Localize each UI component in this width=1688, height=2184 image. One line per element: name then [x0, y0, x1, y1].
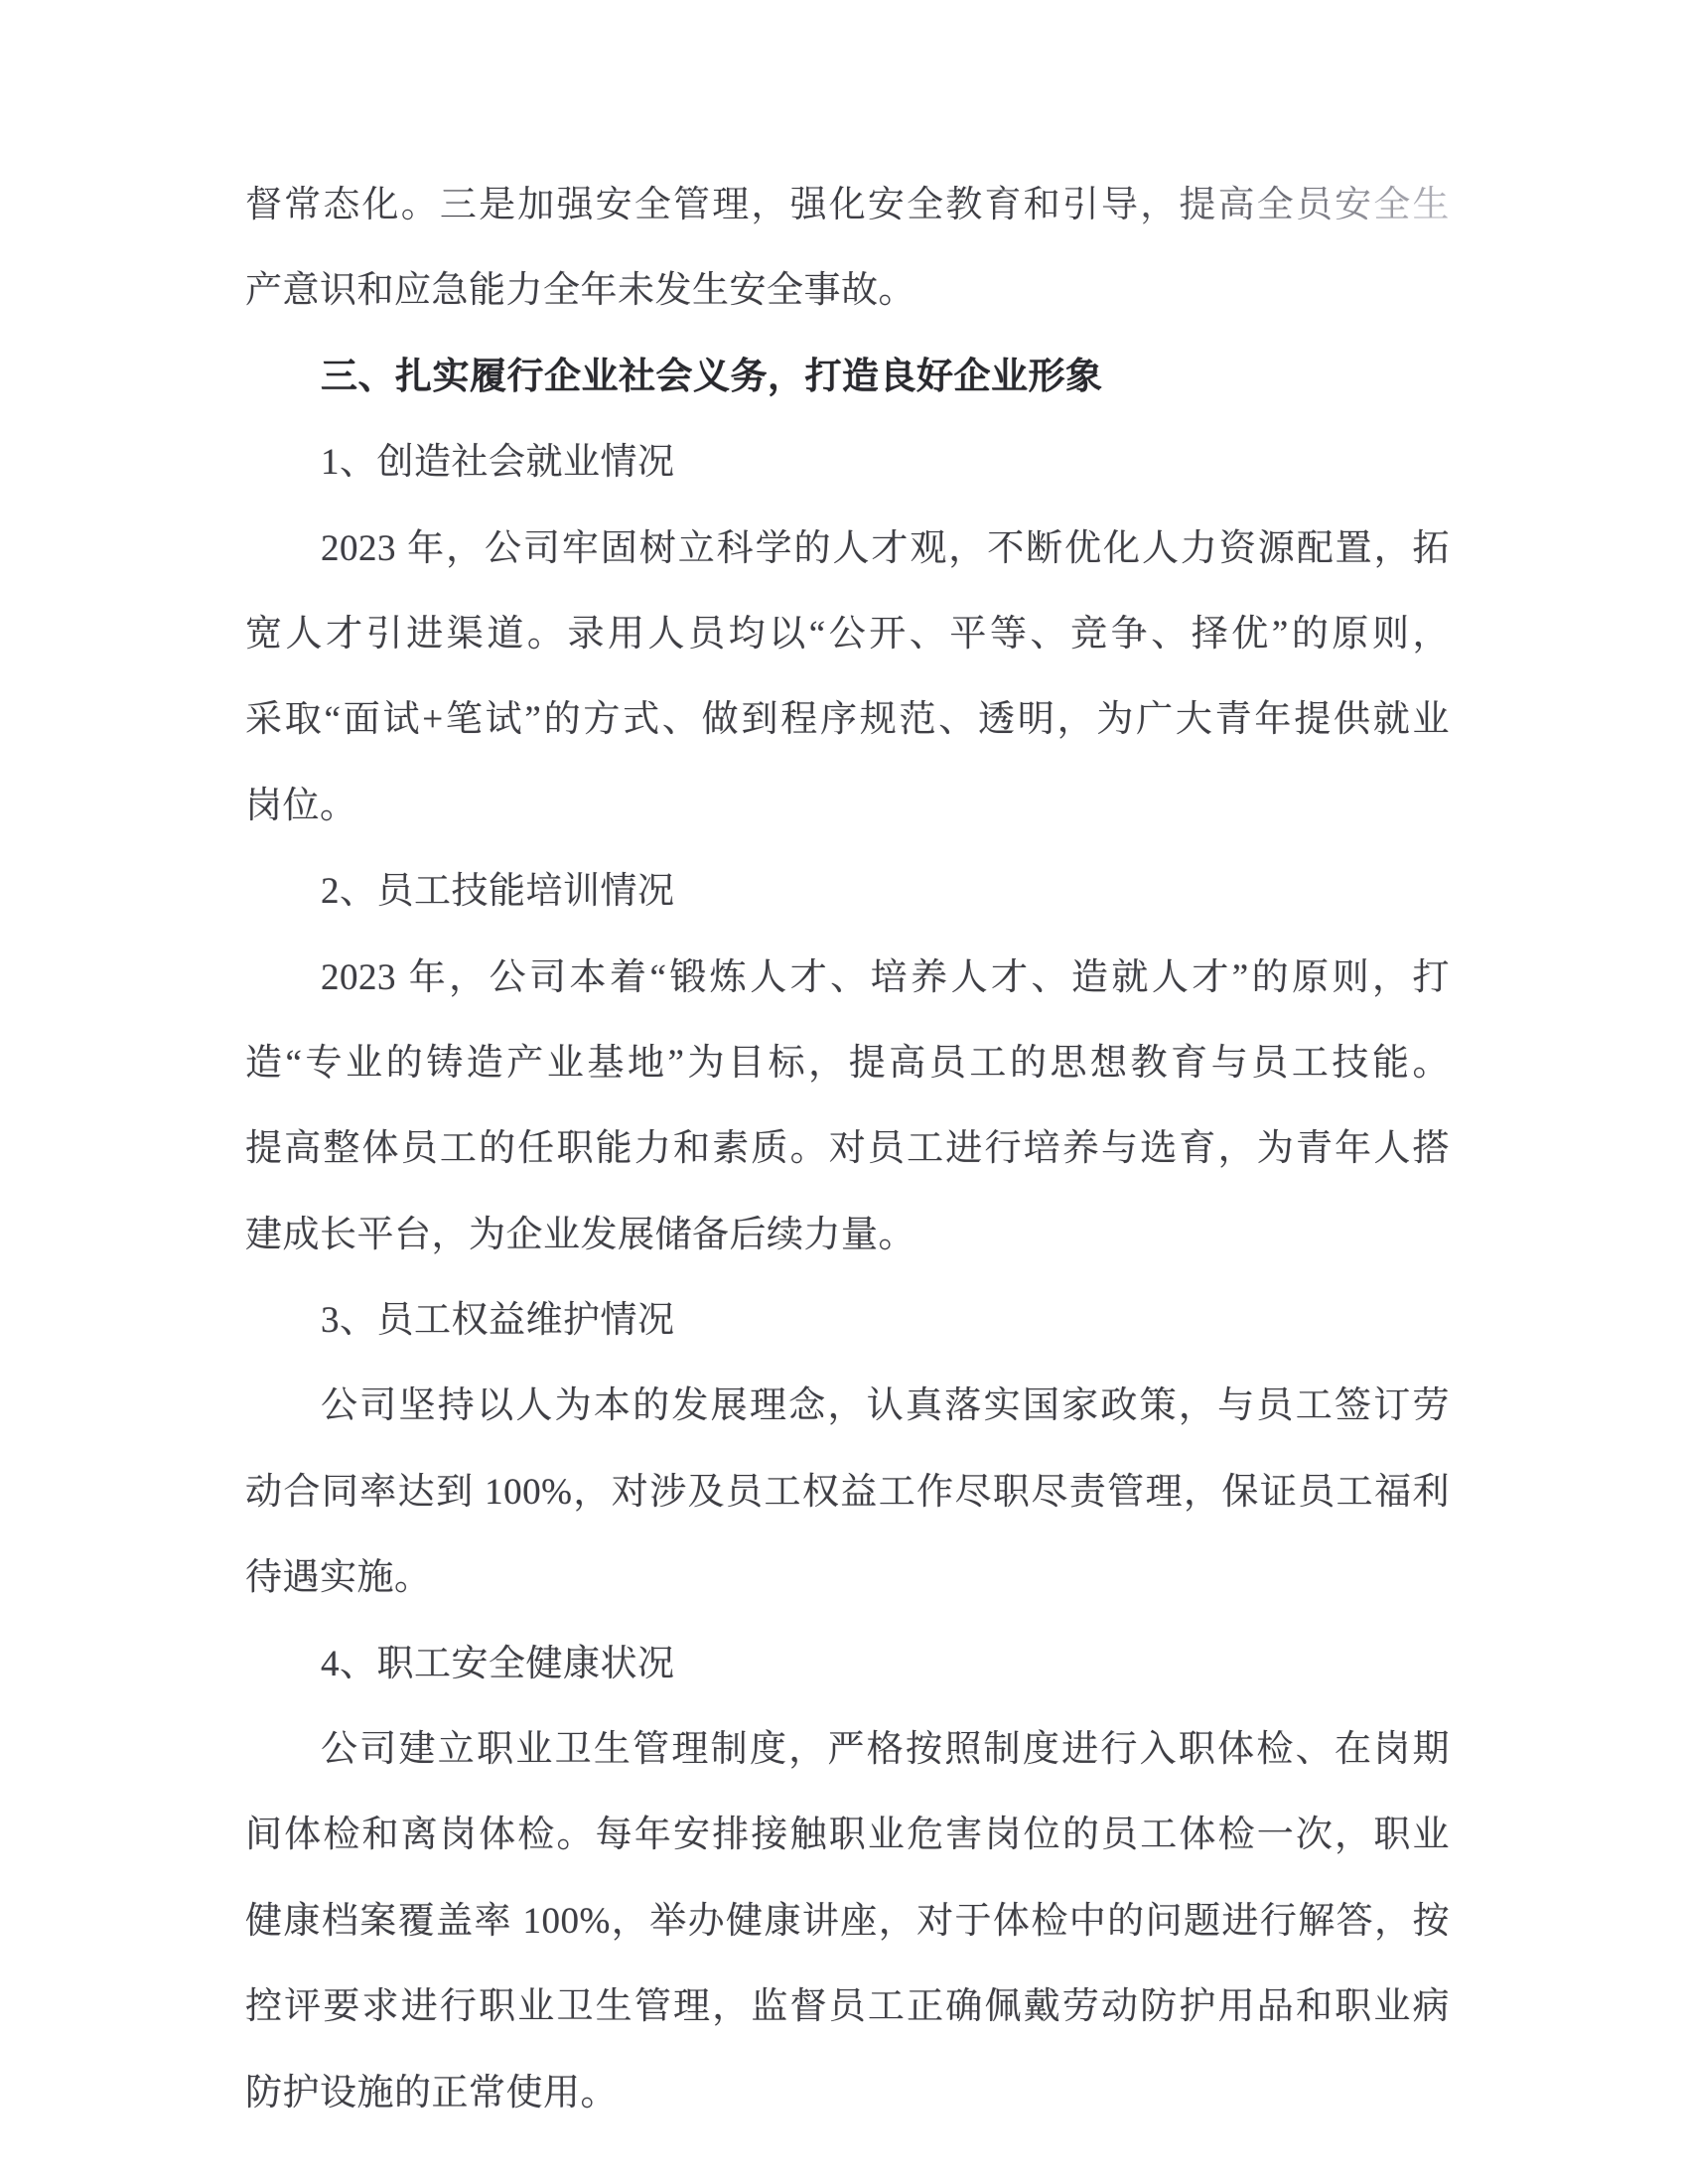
- document-line: 采取“面试+笔试”的方式、做到程序规范、透明，为广大青年提供就业: [245, 699, 1450, 741]
- document-line: 防护设施的正常使用。: [245, 2072, 618, 2113]
- document-line: 岗位。: [245, 785, 357, 826]
- document-line: 公司坚持以人为本的发展理念，认真落实国家政策，与员工签订劳: [321, 1385, 1450, 1427]
- document-line: 建成长平台，为企业发展储备后续力量。: [245, 1214, 915, 1255]
- document-line: 宽人才引进渠道。录用人员均以“公开、平等、竞争、择优”的原则，: [245, 613, 1450, 655]
- document-line: 产意识和应急能力全年未发生安全事故。: [245, 270, 915, 312]
- document-line: 提高整体员工的任职能力和素质。对员工进行培养与选育，为青年人搭: [245, 1128, 1450, 1170]
- document-line: 公司建立职业卫生管理制度，严格按照制度进行入职体检、在岗期: [321, 1729, 1450, 1771]
- subsection-heading: 3、员工权益维护情况: [321, 1300, 675, 1342]
- document-line: 动合同率达到 100%，对涉及员工权益工作尽职尽责管理，保证员工福利: [245, 1471, 1450, 1513]
- subsection-heading: 1、创造社会就业情况: [321, 442, 675, 484]
- section-heading: 三、扎实履行企业社会义务，打造良好企业形象: [321, 356, 1103, 397]
- document-line: 间体检和离岗体检。每年安排接触职业危害岗位的员工体检一次，职业: [245, 1815, 1450, 1856]
- subsection-heading: 2、员工技能培训情况: [321, 871, 675, 913]
- document-line: 2023 年，公司牢固树立科学的人才观，不断优化人力资源配置，拓: [321, 527, 1450, 569]
- document-line: 督常态化。三是加强安全管理，强化安全教育和引导，提高全员安全生: [245, 163, 1450, 248]
- document-line: 控评要求进行职业卫生管理，监督员工正确佩戴劳动防护用品和职业病: [245, 1986, 1450, 2028]
- document-line: 健康档案覆盖率 100%，举办健康讲座，对于体检中的问题进行解答，按: [245, 1900, 1450, 1942]
- document-line: 造“专业的铸造产业基地”为目标，提高员工的思想教育与员工技能。: [245, 1042, 1450, 1084]
- subsection-heading: 4、职工安全健康状况: [321, 1643, 675, 1684]
- document-line: 待遇实施。: [245, 1557, 432, 1599]
- document-line: 2023 年，公司本着“锻炼人才、培养人才、造就人才”的原则，打: [321, 956, 1450, 998]
